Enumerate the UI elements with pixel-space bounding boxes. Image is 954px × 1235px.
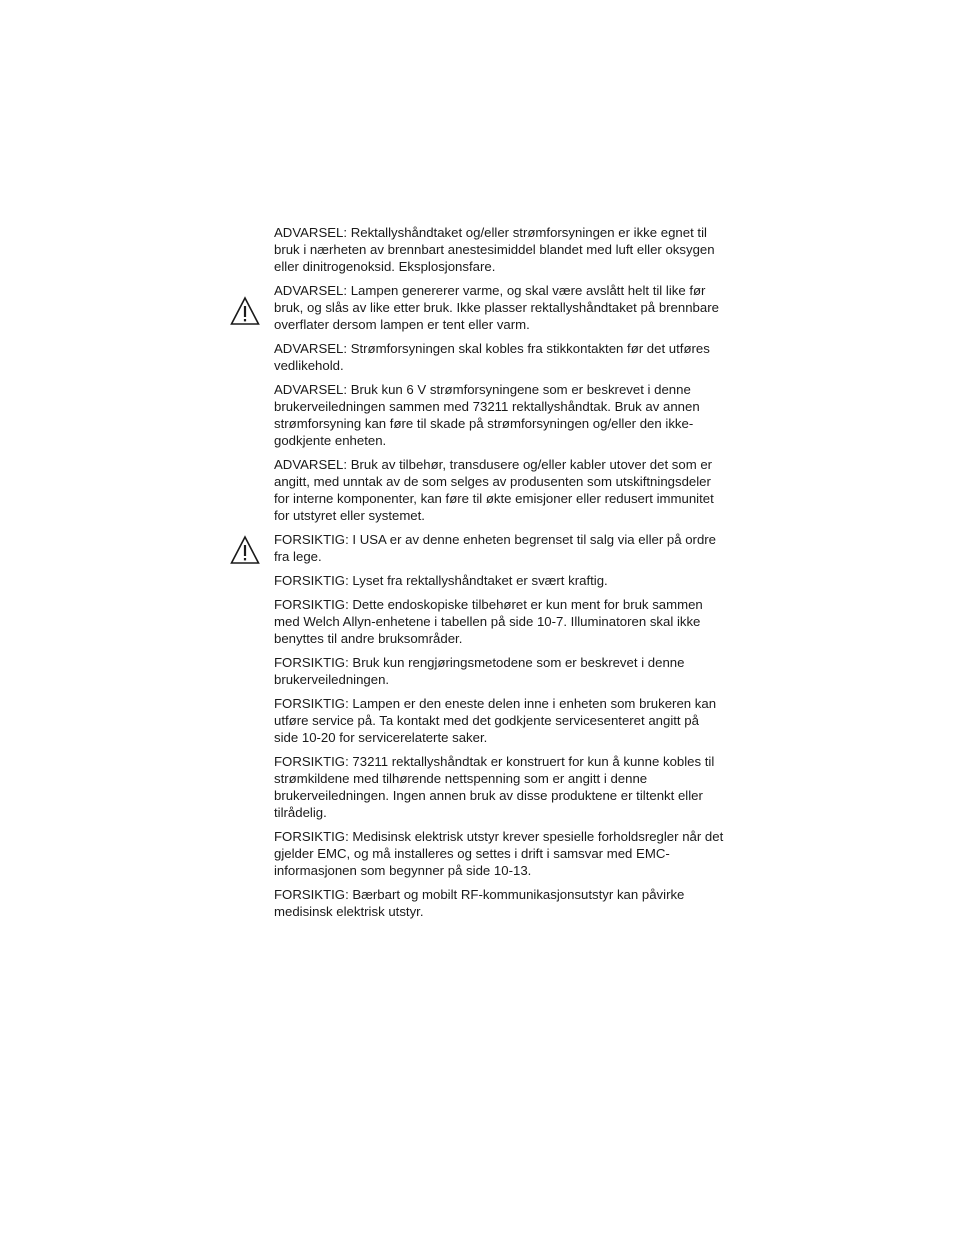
caution-paragraph: FORSIKTIG: Bruk kun rengjøringsmetodene som er beskrevet i denne brukerveiledningen. bbox=[274, 655, 685, 687]
caution-paragraph: FORSIKTIG: 73211 rektallyshåndtak er konstruert for kun å kunne kobles til strømkildene med tilhørende nettspenning som er angitt i denne brukerveiledningen. Ingen annen bruk av disse produktene er tiltenkt eller tilrådelig. bbox=[274, 754, 715, 820]
warning-paragraph: ADVARSEL: Bruk kun 6 V strømforsyningene som er beskrevet i denne brukerveiledningen sammen med 73211 rektallyshåndtak. Bruk av annen strømforsyning kan føre til skade på strømforsyningen og/eller den ikke-godkjente enheten. bbox=[274, 382, 700, 448]
warning-paragraph: ADVARSEL: Strømforsyningen skal kobles fra stikkontakten før det utføres vedlikehold. bbox=[274, 341, 710, 373]
caution-paragraph: FORSIKTIG: Lyset fra rektallyshåndtaket er svært kraftig. bbox=[274, 573, 608, 588]
caution-paragraph: FORSIKTIG: I USA er av denne enheten begrenset til salg via eller på ordre fra lege. bbox=[274, 532, 717, 564]
warning-paragraph: ADVARSEL: Bruk av tilbehør, transdusere og/eller kabler utover det som er angitt, med unntak av de som selges av produsenten som utskiftningsdeler for interne komponenter, kan føre til økte emisjoner eller redusert immunitet for utstyret eller systemet. bbox=[274, 457, 714, 523]
caution-paragraph: FORSIKTIG: Bærbart og mobilt RF-kommunikasjonsutstyr kan påvirke medisinsk elektrisk utstyr. bbox=[274, 887, 685, 919]
caution-triangle-icon bbox=[230, 535, 260, 565]
warning-paragraph: ADVARSEL: Rektallyshåndtaket og/eller strømforsyningen er ikke egnet til bruk i nærheten av brennbart anestesimiddel blandet med luft eller oksygen eller dinitrogenoksid. Eksplosjonsfare. bbox=[274, 225, 715, 274]
caution-paragraph: FORSIKTIG: Lampen er den eneste delen inne i enheten som brukeren kan utføre service på. Ta kontakt med det godkjente servicesenteret angitt på side 10-20 for servicerelaterte saker. bbox=[274, 696, 717, 745]
caution-paragraph: FORSIKTIG: Medisinsk elektrisk utstyr krever spesielle forholdsregler når det gjelder EMC, og må installeres og settes i drift i samsvar med EMC-informasjonen som begynner på side 10-13. bbox=[274, 829, 724, 878]
caution-paragraph: FORSIKTIG: Dette endoskopiske tilbehøret er kun ment for bruk sammen med Welch Allyn-enhetene i tabellen på side 10-7. Illuminatoren skal ikke benyttes til andre bruksområder. bbox=[274, 597, 703, 646]
warning-paragraph: ADVARSEL: Lampen genererer varme, og skal være avslått helt til like før bruk, og slås av like etter bruk. Ikke plasser rektallyshåndtaket på brennbare overflater dersom lampen er tent eller varm. bbox=[274, 283, 719, 332]
safety-notices bbox=[274, 224, 724, 927]
warning-triangle-icon bbox=[230, 296, 260, 326]
